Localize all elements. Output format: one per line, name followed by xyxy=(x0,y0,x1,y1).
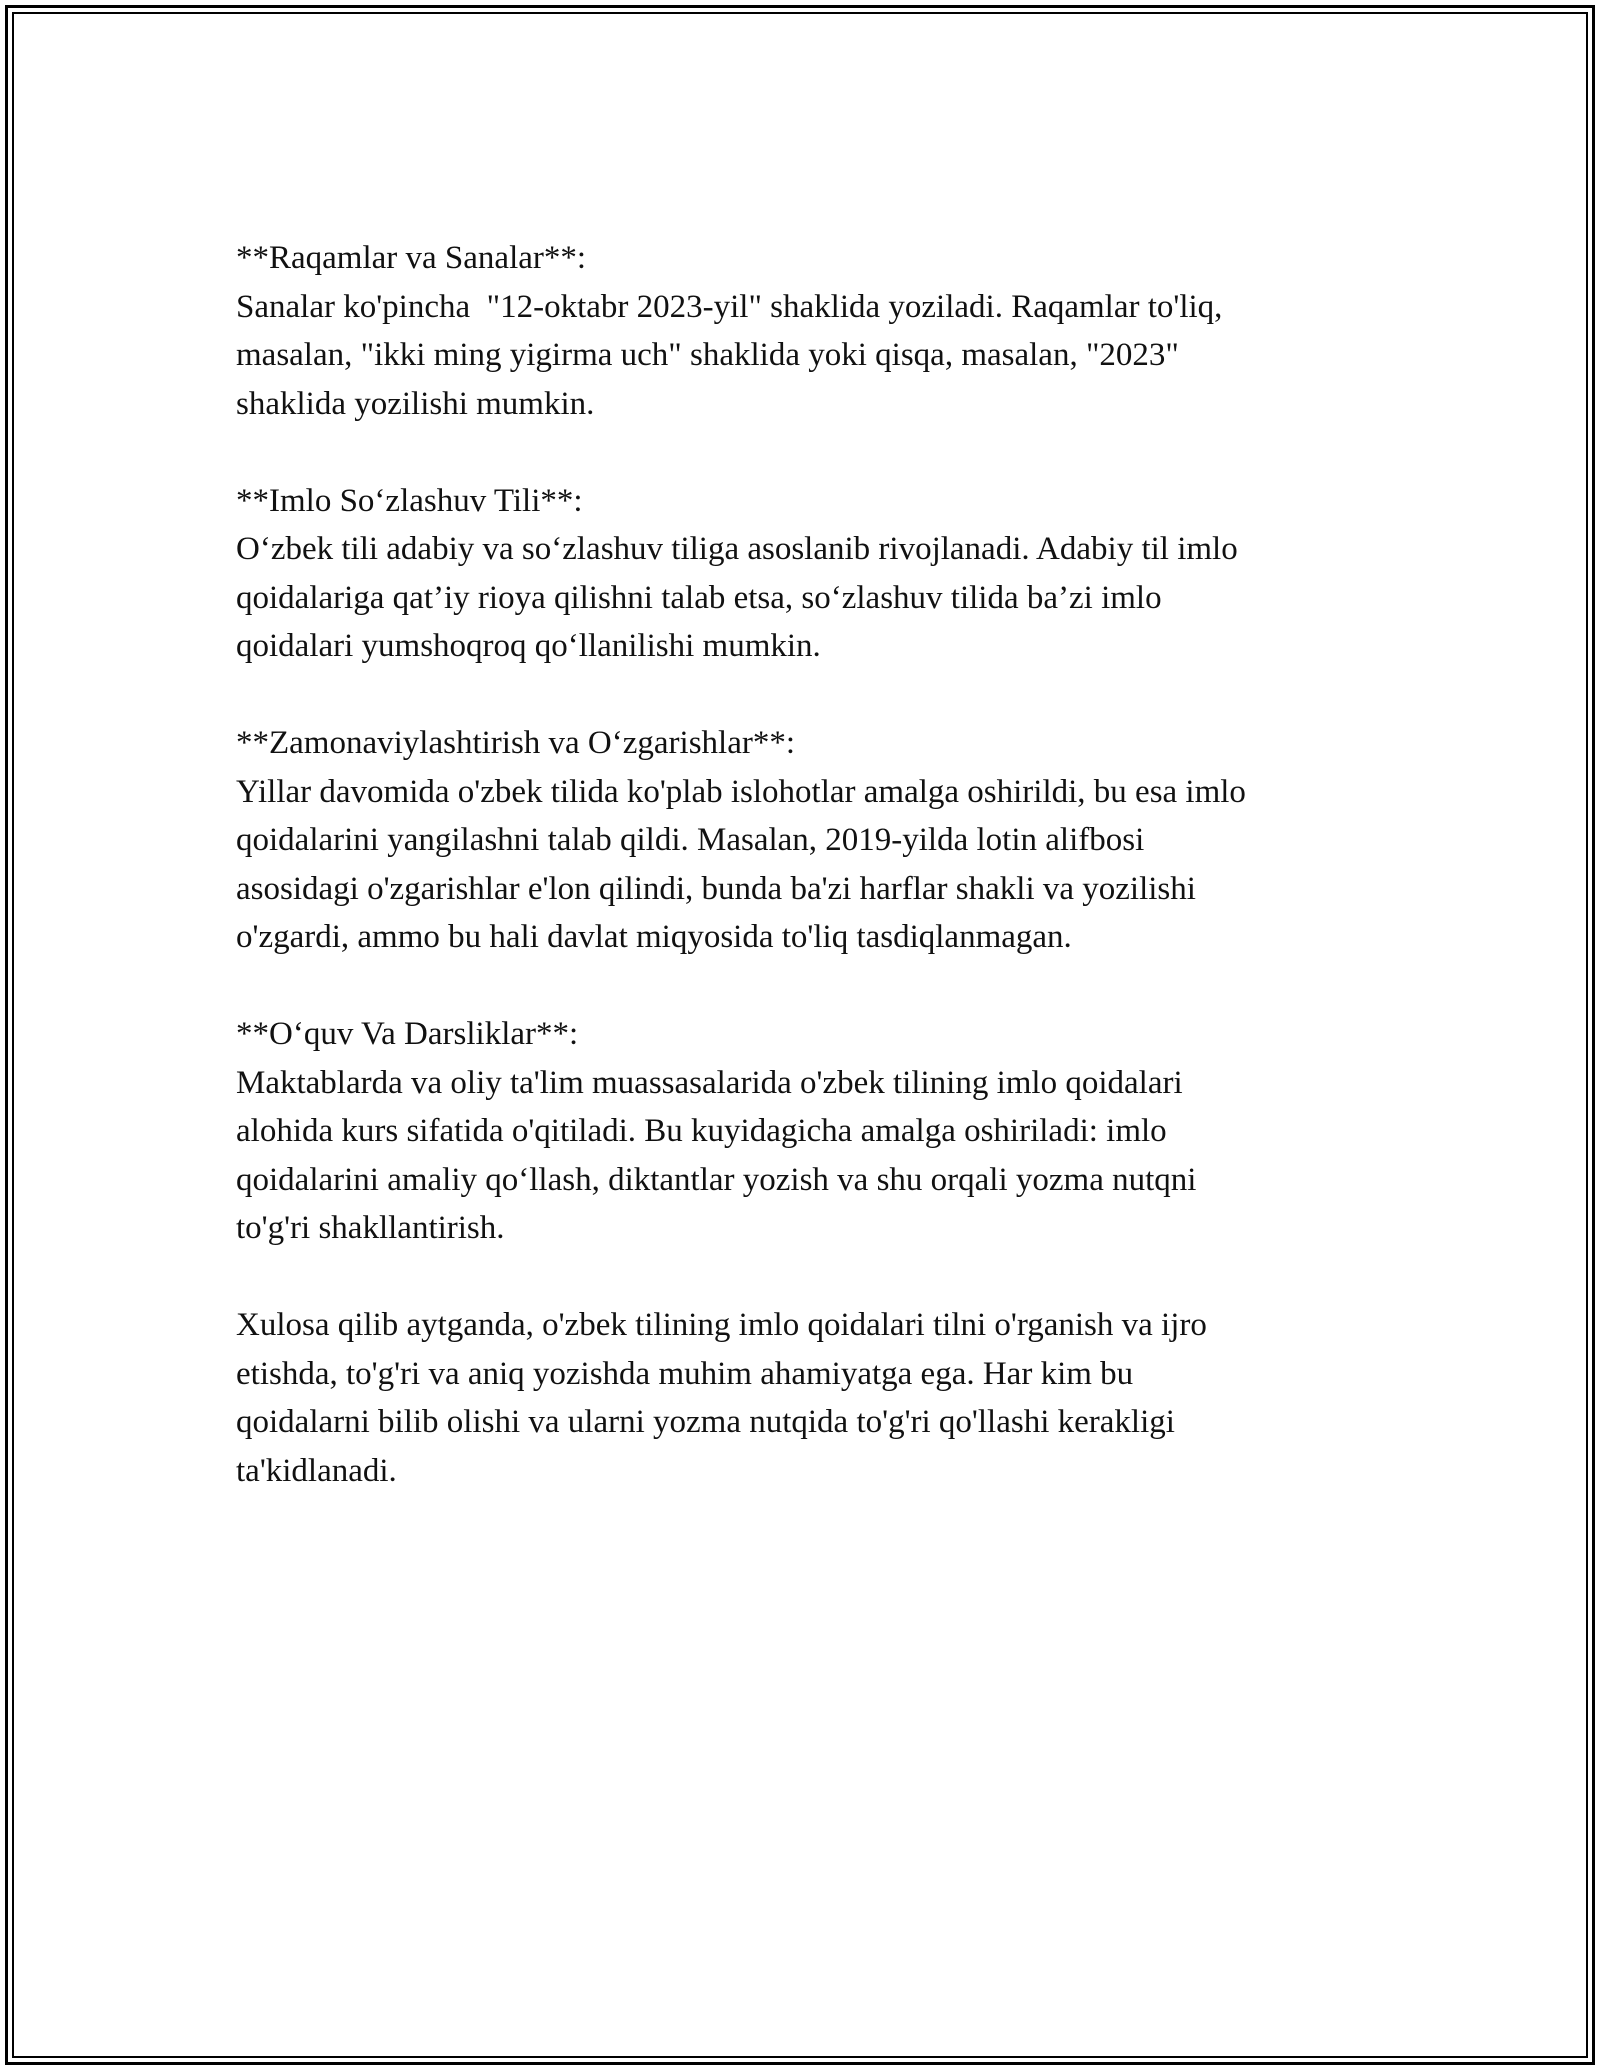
section-zamonaviylashtirish xyxy=(236,719,1416,962)
paragraph-line: asosidagi o'zgarishlar e'lon qilindi, bunda ba'zi harflar shakli va yozilishi xyxy=(236,870,1196,907)
paragraph-line: qoidalari yumshoqroq qo‘llanilishi mumkin. xyxy=(236,628,821,664)
paragraph-line: to'g'ri shakllantirish. xyxy=(236,1210,505,1246)
paragraph-line: qoidalarini amaliy qo‘llash, diktantlar yozish va shu orqali yozma nutqni xyxy=(236,1161,1197,1198)
paragraph-line: etishda, to'g'ri va aniq yozishda muhim ahamiyatga ega. Har kim bu xyxy=(236,1355,1134,1392)
paragraph-line: o'zgardi, ammo bu hali davlat miqyosida to'liq tasdiqlanmagan. xyxy=(236,919,1072,955)
paragraph-line: O‘zbek tili adabiy va so‘zlashuv tiliga asoslanib rivojlanadi. Adabiy til imlo xyxy=(236,531,1238,567)
section-heading: **Raqamlar va Sanalar**: xyxy=(236,240,587,276)
paragraph-line: shaklida yozilishi mumkin. xyxy=(236,385,595,422)
paragraph-line: masalan, "ikki ming yigirma uch" shaklida yoki qisqa, masalan, "2023" xyxy=(236,337,1179,373)
section-oquv-va-darsliklar xyxy=(236,1010,1416,1253)
paragraph-line: ta'kidlanadi. xyxy=(236,1452,397,1489)
section-raqamlar-va-sanalar xyxy=(236,234,1416,428)
paragraph-line: qoidalarni bilib olishi va ularni yozma nutqida to'g'ri qo'llashi kerakligi xyxy=(236,1404,1175,1440)
section-heading: **O‘quv Va Darsliklar**: xyxy=(236,1016,579,1052)
document-body xyxy=(236,234,1416,1544)
paragraph-line: Yillar davomida o'zbek tilida ko'plab islohotlar amalga oshirildi, bu esa imlo xyxy=(236,773,1246,810)
paragraph-line: qoidalarini yangilashni talab qildi. Masalan, 2019-yilda lotin alifbosi xyxy=(236,822,1145,858)
paragraph-line: qoidalariga qat’iy rioya qilishni talab etsa, so‘zlashuv tilida ba’zi imlo xyxy=(236,579,1162,616)
paragraph-line: Xulosa qilib aytganda, o'zbek tilining imlo qoidalari tilni o'rganish va ijro xyxy=(236,1307,1207,1343)
paragraph-line: alohida kurs sifatida o'qitiladi. Bu kuyidagicha amalga oshiriladi: imlo xyxy=(236,1113,1167,1149)
paragraph-line: Maktablarda va oliy ta'lim muassasalarida o'zbek tilining imlo qoidalari xyxy=(236,1064,1183,1101)
conclusion-paragraph xyxy=(236,1301,1416,1495)
section-heading: **Imlo So‘zlashuv Tili**: xyxy=(236,482,583,519)
section-heading: **Zamonaviylashtirish va O‘zgarishlar**: xyxy=(236,725,796,761)
section-imlo-sozlashuv-tili xyxy=(236,477,1416,671)
paragraph-line: Sanalar ko'pincha "12-oktabr 2023-yil" shaklida yoziladi. Raqamlar to'liq, xyxy=(236,288,1223,325)
